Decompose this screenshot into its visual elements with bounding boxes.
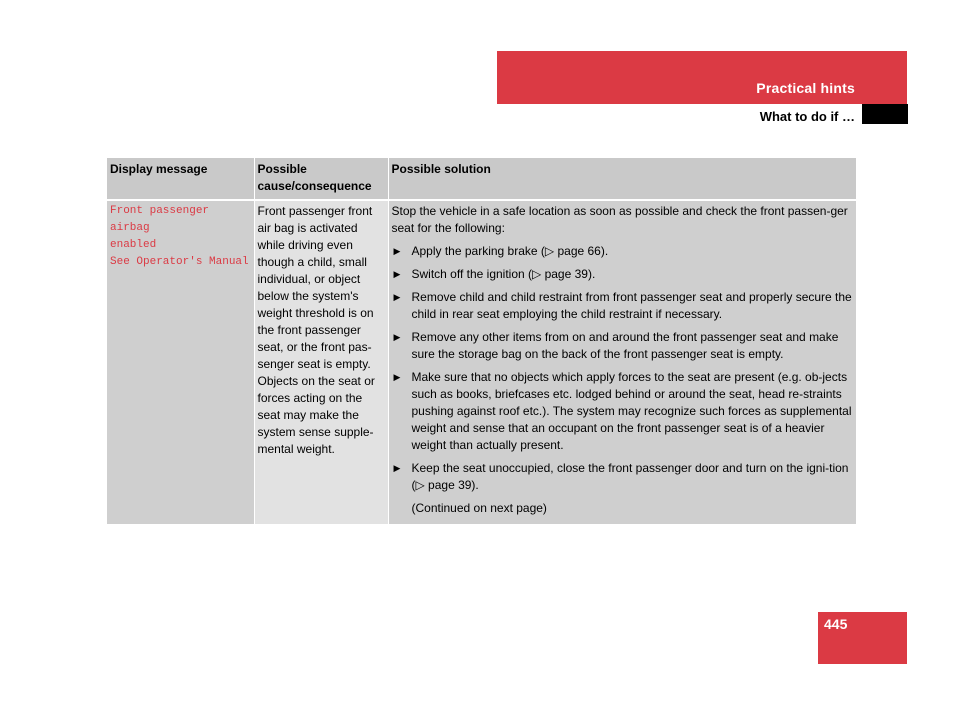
continued-note: (Continued on next page)	[411, 501, 547, 515]
bullet-arrow-icon: ▶	[393, 269, 401, 279]
cause-text: Front passenger front air bag is activated while driving even though a child, small individual, or object below the system's weight threshold is on the front passenger seat, or the front pas-senger seat is empty. Objects on the seat or forces acting on the seat may make the system sense supple-mental weight.	[257, 204, 375, 456]
display-message-line: enabled	[110, 239, 157, 251]
bullet-arrow-icon: ▶	[393, 246, 401, 256]
list-item	[392, 266, 854, 283]
list-item	[392, 460, 854, 494]
display-message-cell	[107, 201, 254, 524]
display-message-line: See Operator's Manual	[110, 256, 249, 268]
list-item-text: Remove child and child restraint from front passenger seat and properly secure the child in rear seat employing the child restraint if necessary.	[411, 290, 852, 321]
list-item-text: Switch off the ignition (▷ page 39).	[411, 267, 596, 281]
list-item	[392, 329, 854, 363]
bullet-arrow-icon: ▶	[393, 372, 401, 382]
list-item	[392, 289, 854, 323]
solution-cell	[388, 201, 856, 524]
solution-intro: Stop the vehicle in a safe location as soon as possible and check the front passen-ger seat for the following:	[391, 204, 848, 235]
troubleshooting-table	[107, 158, 856, 524]
header-display-message: Display message	[107, 158, 254, 199]
section-title: Practical hints	[756, 80, 855, 96]
list-item-text: Apply the parking brake (▷ page 66).	[411, 244, 609, 258]
list-item-text: Keep the seat unoccupied, close the front passenger door and turn on the igni-tion (▷ page 39).	[411, 461, 849, 492]
bullet-arrow-icon: ▶	[393, 332, 401, 342]
page-number: 445	[824, 616, 848, 632]
display-message-line: Front passenger airbag	[110, 205, 210, 234]
header-possible-cause-line2: cause/consequence	[257, 179, 372, 193]
list-item	[392, 243, 854, 260]
header-possible-solution: Possible solution	[388, 158, 856, 199]
bullet-arrow-icon: ▶	[393, 463, 401, 473]
header-band	[497, 51, 907, 104]
header-possible-cause	[254, 158, 388, 199]
list-item-text: Make sure that no objects which apply forces to the seat are present (e.g. ob-jects such as books, briefcases etc. lodged behind or around the seat, head re-straints pushing against roof etc.). The system may recognize such forces as supplemental weight and sense that an occupant on the front passenger seat is of a heavier weight than actually present.	[411, 370, 852, 452]
cause-cell	[254, 201, 388, 524]
page-number-box	[818, 612, 907, 664]
header-possible-cause-line1: Possible	[257, 162, 307, 176]
list-item-text: Remove any other items from on and around the front passenger seat and make sure the storage bag on the back of the front passenger seat is empty.	[411, 330, 839, 361]
bullet-arrow-icon: ▶	[393, 292, 401, 302]
table-row	[107, 201, 856, 524]
subsection-title: What to do if …	[759, 109, 855, 124]
section-tab-marker	[862, 104, 908, 124]
list-item	[392, 369, 854, 454]
table-header-row	[107, 158, 856, 199]
